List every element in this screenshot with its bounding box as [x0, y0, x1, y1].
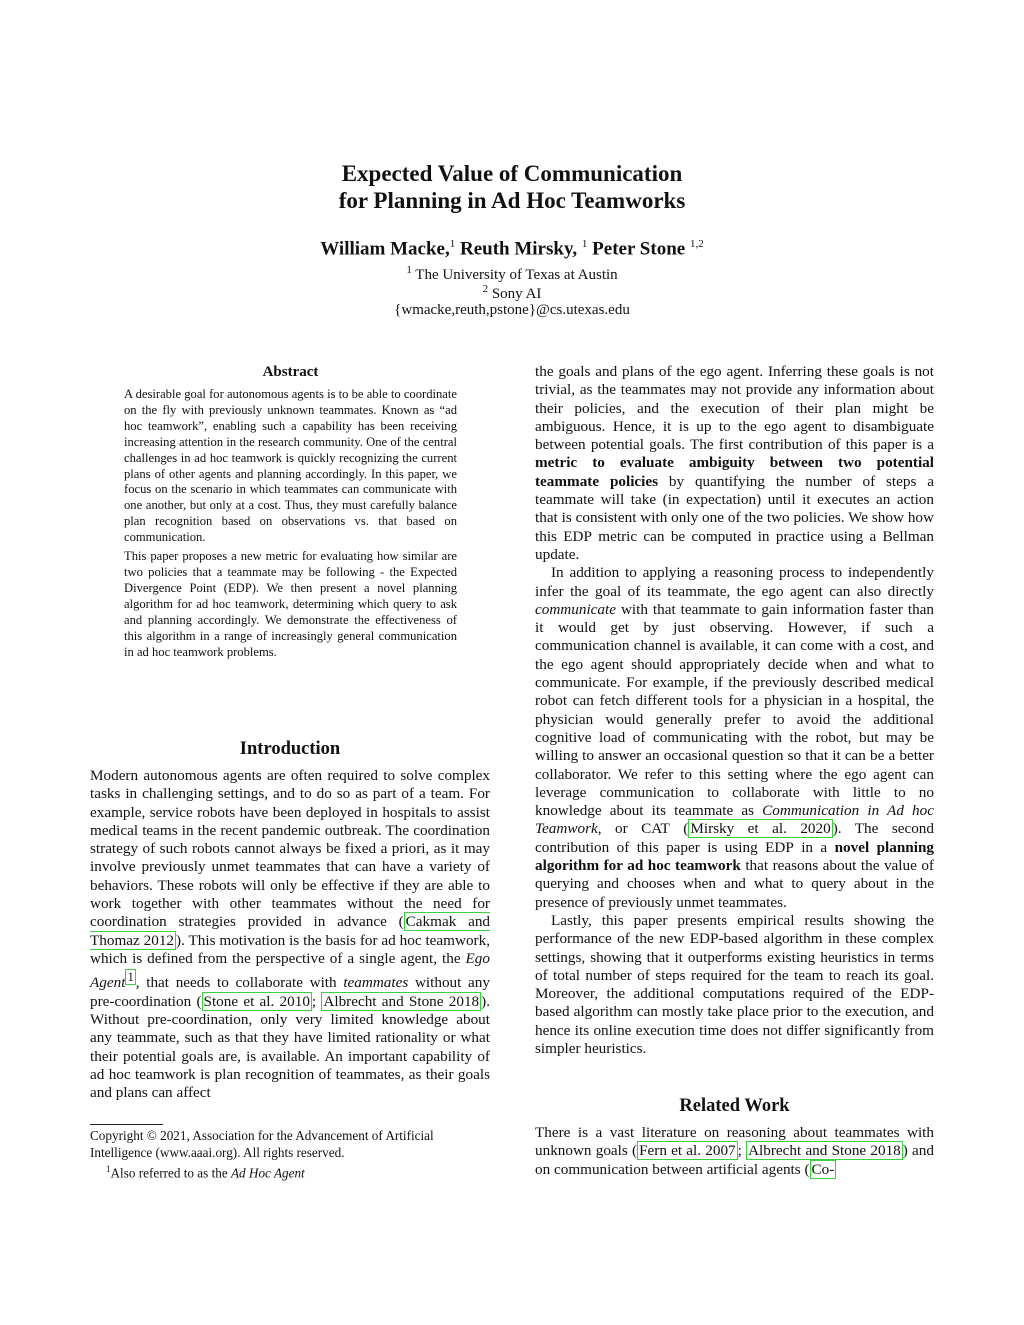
footnotes	[90, 1128, 490, 1182]
abstract-paragraph-2: This paper proposes a new metric for evaluating how similar are two policies that a teammate may be following - the Expected Divergence Point (EDP). We then present a novel planning algorithm for ad hoc teamwork, determining which query to ask and planning accordingly. We demonstrate the effectiveness of this algorithm in a range of increasingly general communication in ad hoc teamwork problems.	[124, 549, 457, 659]
abstract-body	[124, 387, 457, 663]
author-email: {wmacke,reuth,pstone}@cs.utexas.edu	[394, 302, 630, 318]
citation-link[interactable]: Cakmak and Thomaz 2012	[90, 913, 491, 949]
contribution-paragraph-1: the goals and plans of the ego agent. Inferring these goals is not trivial, as the teammates may not provide any information about their policies, and the execution of their plan might be ambiguous. Hence, it is up to the ego agent to disambiguate between potential goals. The first contribution of this paper is a metric to evaluate ambiguity between two potential teammate policies by quantifying the number of steps a teammate will take (in expectation) until it executes an action that is consistent with only one of the two policies. We show how this EDP metric can be computed in practice using a Bellman update.	[535, 363, 934, 563]
citation-link[interactable]: Stone et al. 2010	[203, 992, 310, 1010]
abstract-paragraph-1: A desirable goal for autonomous agents is to be able to coordinate on the fly with previously unknown teammates. Known as “ad hoc teamwork”, enabling such a capability has been receiving increasing attention in the research community. One of the central challenges in ad hoc teamwork is quickly recognizing the current plans of other agents and planning accordingly. In this paper, we focus on the scenario in which teammates can communicate with one another, but only at a cost. Thus, they must carefully balance plan recognition based on observations vs. that based on communication.	[124, 387, 457, 545]
citation-link[interactable]: Albrecht and Stone 2018	[748, 1142, 901, 1160]
contribution-paragraph-2: In addition to applying a reasoning process to independently infer the goal of its teammate, the ego agent can also directly communicate with that teammate to gain information faster than it would get by just observing. However, if such a communication channel is available, it can come with a cost, and the ego agent should appropriately decide when and what to communicate. For example, if the previously described medical robot can fetch different tools for a physician in a hospital, the physician would generally prefer to avoid the additional cognitive load of communicating with the robot, but may be willing to answer an occasional question so that it can be a better collaborator. We refer to this setting where the ego agent can leverage communication to collaborate with little to no knowledge about its teammate as Communication in Ad hoc Teamwork, or CAT ( Mirsky et al. 2020 ). The second contribution of this paper is using EDP in a novel planning algorithm for ad hoc teamwork that reasons about the value of querying and chooses when and what to query about in the presence of previously unmet teammates.	[535, 564, 934, 911]
author-list	[0, 238, 1024, 260]
related-work-paragraph: There is a vast literature on reasoning about teammates with unknown goals ( Fern et al. 2007 ; Albrecht and Stone 2018 ) and on communication between artificial agents ( Co-	[535, 1124, 934, 1178]
affiliation-2	[0, 283, 1024, 303]
title-line-2: for Planning in Ad Hoc Teamworks	[338, 188, 686, 213]
affiliation-text: The University of Texas at Austin	[415, 267, 618, 283]
copyright-notice: Copyright © 2021, Association for the Advancement of Artificial Intelligence (www.aaai.org). All rights reserved.	[90, 1128, 434, 1160]
author-sup: 1,2	[689, 238, 704, 250]
edp-acronym: EDP	[227, 580, 252, 595]
affiliation-1	[0, 264, 1024, 284]
related-work-heading: Related Work	[679, 1096, 790, 1116]
right-column-body	[535, 363, 934, 1058]
affiliation-text: Sony AI	[491, 286, 542, 302]
footnote-link[interactable]: 1	[127, 970, 134, 985]
ego-agent-term: Ego Agent	[90, 949, 490, 992]
abstract-heading: Abstract	[262, 364, 319, 380]
contribution-paragraph-3: Lastly, this paper presents empirical results showing the performance of the new EDP-based algorithm in these complex settings, showing that it outperforms existing heuristics in terms of total number of steps required for the team to reach its goal. Moreover, the additional computations required of the EDP-based algorithm can mostly take place prior to the execution, and hence its online execution time does not differ significantly from simpler heuristics.	[535, 911, 934, 1057]
author-sup: 1	[581, 238, 588, 250]
introduction-heading: Introduction	[239, 739, 341, 759]
author-name: William Macke,	[320, 238, 450, 260]
citation-link[interactable]: Albrecht and Stone 2018	[323, 992, 480, 1010]
related-work-body	[535, 1124, 934, 1179]
author-name: Peter Stone	[592, 238, 686, 260]
author-name: Reuth Mirsky,	[459, 238, 578, 260]
introduction-body	[90, 767, 490, 1102]
citation-link[interactable]: Fern et al. 2007	[639, 1142, 736, 1160]
citation-link[interactable]: Co-	[811, 1160, 835, 1178]
affiliation-sup: 1	[406, 264, 412, 276]
introduction-paragraph: Modern autonomous agents are often required to solve complex tasks in challenging settings, and to do so as part of a team. For example, service robots have been deployed in hospitals to assist medical teams in the recent pandemic outbreak. The coordination strategy of such robots cannot always be fixed a priori, as it may involve previously unmet teammates that can have a variety of behaviors. These robots will only be effective if they are able to work together with other teammates without the need for coordination strategies provided in advance ( Cakmak and Thomaz 2012 ). This motivation is the basis for ad hoc teamwork, which is defined from the perspective of a single agent, the Ego Agent $^1$ , that needs to collaborate with teammates without any pre-coordination ( Stone et al. 2010 ; Albrecht and Stone 2018 ). Without pre-coordination, only very limited knowledge about any teammate, such as that they have limited rationality or what their potential goals are, is available. An important capability of ad hoc teamwork is plan recognition of teammates, as their goals and plans can affect	[90, 767, 491, 1102]
citation-link[interactable]: Mirsky et al. 2020	[690, 820, 831, 838]
footnote-1: $^1$Also referred to as the Ad Hoc Agent	[106, 1164, 305, 1181]
footnote-rule	[90, 1124, 163, 1125]
title-line-1: Expected Value of Communication	[341, 161, 683, 186]
author-sup: 1	[449, 238, 456, 250]
paper-title	[0, 160, 1024, 214]
affiliation-sup: 2	[482, 283, 489, 295]
